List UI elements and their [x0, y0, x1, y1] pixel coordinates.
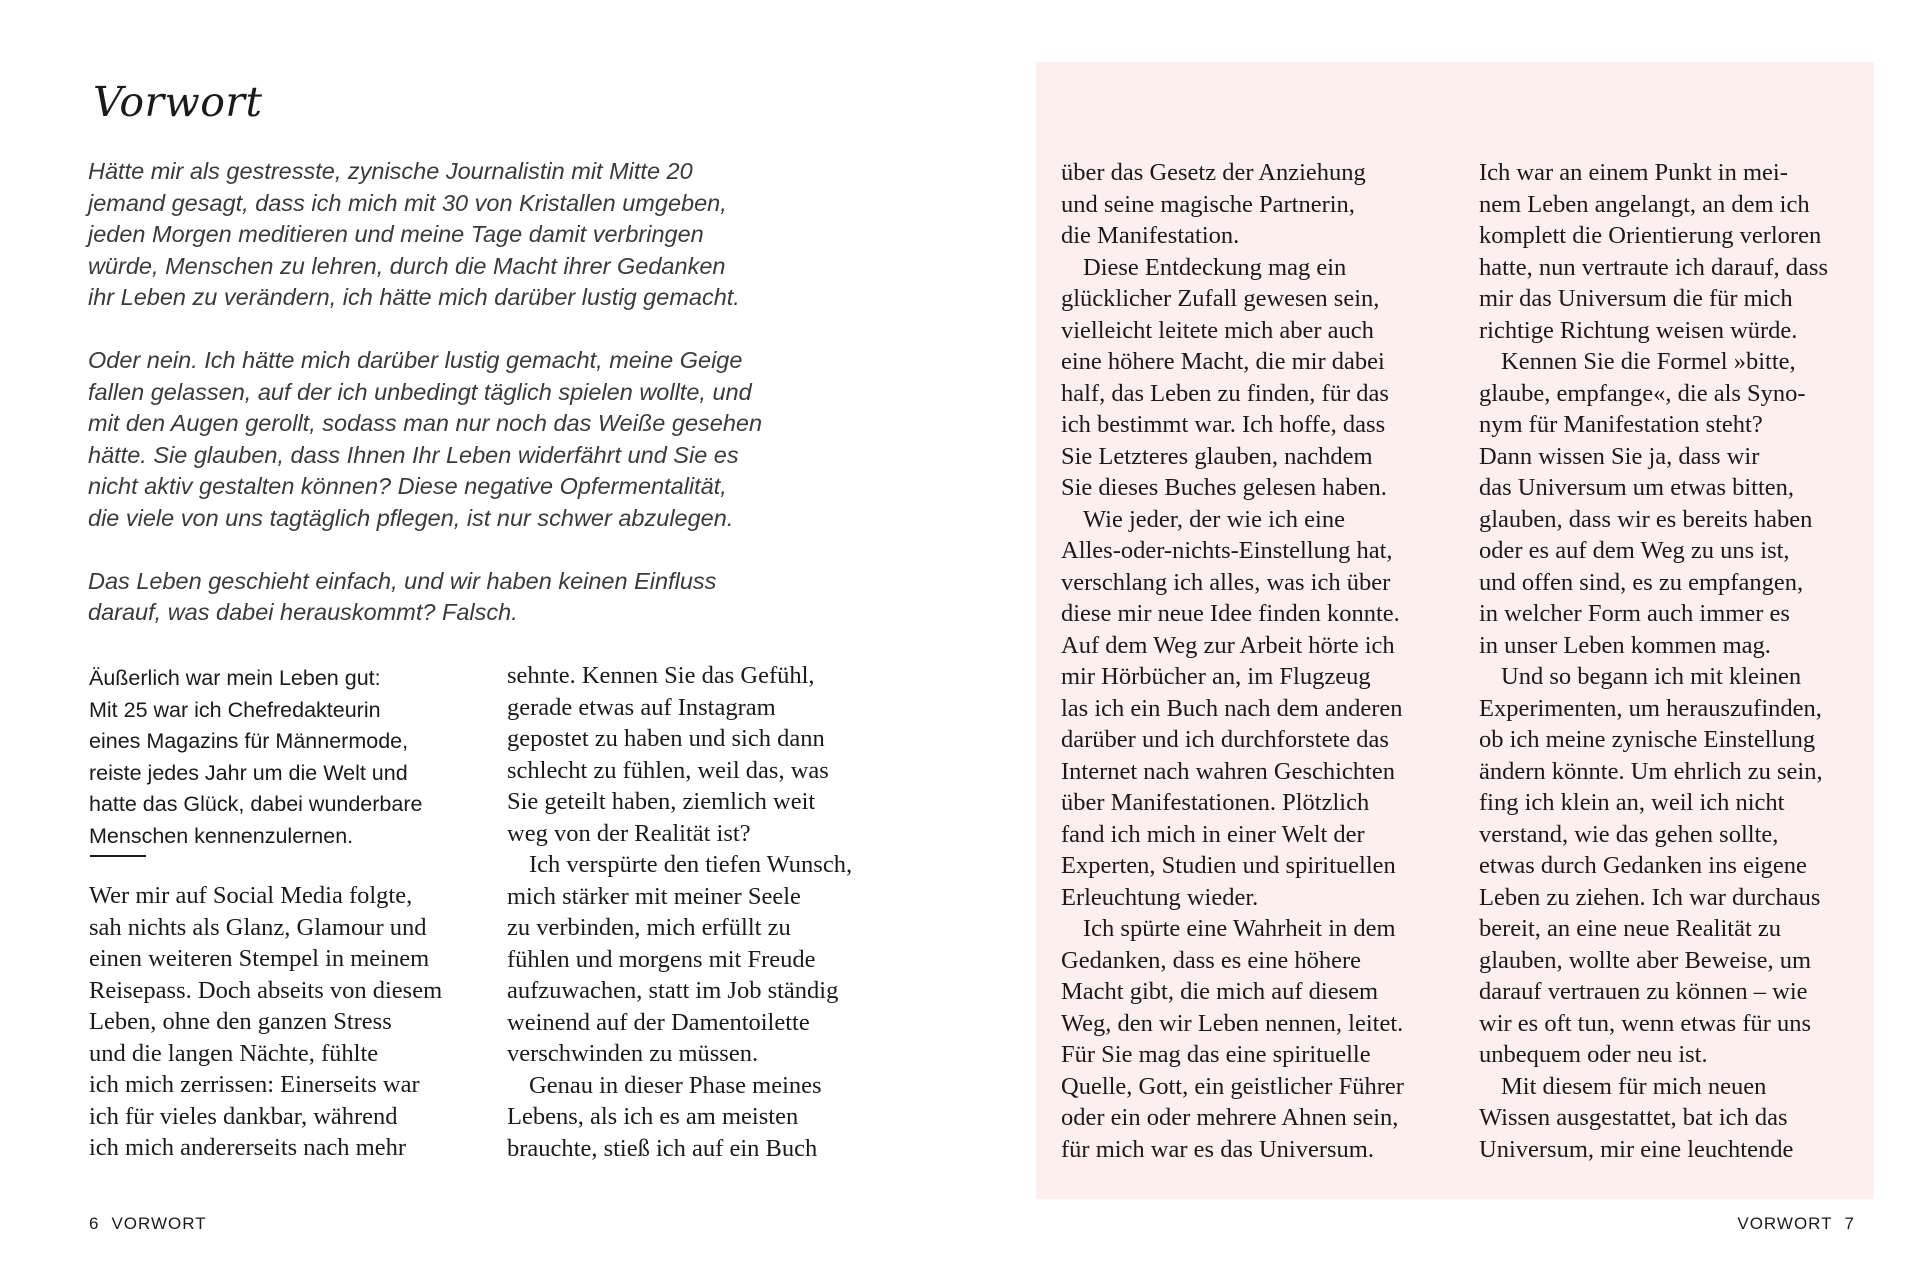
- text-line: darauf, was dabei herauskommt? Falsch.: [88, 599, 518, 625]
- text-line: Und so begann ich mit kleinen: [1501, 663, 1802, 690]
- text-line: mir das Universum die für mich: [1479, 285, 1793, 312]
- page-number: 6: [89, 1214, 100, 1233]
- text-line: Internet nach wahren Geschichten: [1061, 757, 1395, 785]
- text-line: ich für vieles dankbar, während: [89, 1102, 398, 1130]
- body-column-right-1: [1061, 157, 1461, 1165]
- text-line: eines Magazins für Männermode,: [89, 729, 409, 753]
- text-line: einen weiteren Stempel in meinem: [89, 945, 430, 972]
- text-line: Experten, Studien und spirituellen: [1061, 852, 1396, 879]
- body-column-right-2: [1479, 157, 1879, 1165]
- chapter-title: Vorwort: [93, 78, 263, 126]
- text-line: nem Leben angelangt, an dem ich: [1479, 190, 1810, 218]
- text-line: fand ich mich in einer Welt der: [1061, 820, 1365, 848]
- text-line: über das Gesetz der Anziehung: [1061, 159, 1366, 186]
- intro-italic-text: [88, 156, 788, 660]
- text-line: Erleuchtung wieder.: [1061, 883, 1259, 911]
- text-line: Mit diesem für mich neuen: [1501, 1072, 1767, 1100]
- text-line: Universum, mir eine leuchtende: [1479, 1135, 1794, 1163]
- running-head: VORWORT: [1737, 1214, 1833, 1233]
- text-line: verschwinden zu müssen.: [507, 1040, 759, 1067]
- text-line: gepostet zu haben und sich dann: [507, 725, 825, 752]
- text-line: weg von der Realität ist?: [507, 819, 751, 847]
- text-line: mir Hörbücher an, im Flugzeug: [1061, 663, 1371, 690]
- text-line: sehnte. Kennen Sie das Gefühl,: [507, 662, 815, 689]
- text-line: und offen sind, es zu empfangen,: [1479, 568, 1804, 596]
- text-line: hatte das Glück, dabei wunderbare: [89, 792, 423, 816]
- text-line: schlecht zu fühlen, weil das, was: [507, 756, 829, 784]
- text-line: Ich spürte eine Wahrheit in dem: [1083, 915, 1396, 942]
- text-line: hatte, nun vertraute ich darauf, dass: [1479, 253, 1828, 281]
- text-line: Macht gibt, die mich auf diesem: [1061, 978, 1379, 1005]
- intro-paragraph: [88, 156, 788, 314]
- text-line: ändern könnte. Um ehrlich zu sein,: [1479, 757, 1823, 785]
- text-line: half, das Leben zu finden, für das: [1061, 379, 1389, 407]
- text-line: Dann wissen Sie ja, dass wir: [1479, 442, 1760, 470]
- text-line: Auf dem Weg zur Arbeit hörte ich: [1061, 631, 1395, 659]
- text-line: Reisepass. Doch abseits von diesem: [89, 976, 443, 1004]
- text-line: die Manifestation.: [1061, 222, 1240, 249]
- text-line: jemand gesagt, dass ich mich mit 30 von Kristallen umgeben,: [88, 189, 727, 216]
- text-line: ihr Leben zu verändern, ich hätte mich darüber lustig gemacht.: [88, 284, 740, 310]
- text-line: über Manifestationen. Plötzlich: [1061, 789, 1370, 816]
- text-line: hätte. Sie glauben, dass Ihnen Ihr Leben widerfährt und Sie es: [88, 441, 739, 468]
- text-line: brauchte, stieß ich auf ein Buch: [507, 1134, 818, 1162]
- divider-rule: [90, 855, 146, 857]
- text-line: fallen gelassen, auf der ich unbedingt täglich spielen wollte, und: [88, 378, 752, 405]
- text-line: reiste jedes Jahr um die Welt und: [89, 760, 408, 785]
- text-line: unbequem oder neu ist.: [1479, 1041, 1708, 1068]
- text-line: Wie jeder, der wie ich eine: [1083, 505, 1345, 533]
- text-line: diese mir neue Idee finden konnte.: [1061, 600, 1400, 627]
- text-line: Diese Entdeckung mag ein: [1083, 253, 1347, 281]
- text-line: in unser Leben kommen mag.: [1479, 631, 1771, 659]
- text-line: Genau in dieser Phase meines: [529, 1071, 822, 1099]
- text-line: richtige Richtung weisen würde.: [1479, 316, 1798, 344]
- text-line: verschlang ich alles, was ich über: [1061, 568, 1391, 596]
- text-line: Quelle, Gott, ein geistlicher Führer: [1061, 1072, 1404, 1100]
- text-line: jeden Morgen meditieren und meine Tage damit verbringen: [88, 221, 704, 247]
- text-line: glücklicher Zufall gewesen sein,: [1061, 285, 1380, 312]
- text-line: ich bestimmt war. Ich hoffe, dass: [1061, 411, 1386, 438]
- text-line: für mich war es das Universum.: [1061, 1135, 1374, 1163]
- text-line: Das Leben geschieht einfach, und wir haben keinen Einfluss: [88, 567, 717, 594]
- text-line: Mit 25 war ich Chefredakteurin: [89, 697, 381, 722]
- text-line: Hätte mir als gestresste, zynische Journalistin mit Mitte 20: [88, 158, 693, 184]
- text-line: glaube, empfange«, die als Syno-: [1479, 379, 1806, 407]
- text-line: Kennen Sie die Formel »bitte,: [1501, 348, 1796, 375]
- text-line: Menschen kennenzulernen.: [89, 823, 354, 848]
- text-line: sah nichts als Glanz, Glamour und: [89, 913, 427, 941]
- text-line: und die langen Nächte, fühlte: [89, 1039, 379, 1067]
- text-line: Leben zu ziehen. Ich war durchaus: [1479, 883, 1821, 911]
- text-line: wir es oft tun, wenn etwas für uns: [1479, 1009, 1812, 1037]
- text-line: Experimenten, um herauszufinden,: [1479, 694, 1822, 722]
- text-line: Ich verspürte den tiefen Wunsch,: [529, 851, 853, 878]
- text-line: oder ein oder mehrere Ahnen sein,: [1061, 1104, 1399, 1131]
- text-line: Oder nein. Ich hätte mich darüber lustig gemacht, meine Geige: [88, 347, 743, 373]
- page-number: 7: [1844, 1214, 1855, 1233]
- text-line: glauben, dass wir es bereits haben: [1479, 505, 1813, 533]
- text-line: Sie geteilt haben, ziemlich weit: [507, 788, 816, 815]
- text-line: Äußerlich war mein Leben gut:: [89, 666, 381, 690]
- text-line: etwas durch Gedanken ins eigene: [1479, 852, 1807, 879]
- text-line: Wer mir auf Social Media folgte,: [89, 882, 413, 909]
- text-line: Weg, den wir Leben nennen, leitet.: [1061, 1009, 1404, 1037]
- text-line: mit den Augen gerollt, sodass man nur noch das Weiße gesehen: [88, 410, 763, 436]
- text-line: eine höhere Macht, die mir dabei: [1061, 348, 1385, 375]
- text-line: Gedanken, dass es eine höhere: [1061, 946, 1362, 974]
- text-line: Wissen ausgestattet, bat ich das: [1479, 1104, 1788, 1131]
- text-line: Lebens, als ich es am meisten: [507, 1103, 799, 1130]
- text-line: komplett die Orientierung verloren: [1479, 222, 1822, 249]
- text-line: darüber und ich durchforstete das: [1061, 726, 1389, 753]
- text-line: Für Sie mag das eine spirituelle: [1061, 1041, 1371, 1068]
- text-line: gerade etwas auf Instagram: [507, 693, 776, 721]
- intro-paragraph: [88, 345, 788, 534]
- text-line: bereit, an eine neue Realität zu: [1479, 915, 1782, 942]
- text-line: glauben, wollte aber Beweise, um: [1479, 946, 1812, 974]
- text-line: mich stärker mit meiner Seele: [507, 882, 801, 910]
- text-line: verstand, wie das gehen sollte,: [1479, 820, 1779, 848]
- footer-left: [89, 1214, 207, 1234]
- text-line: nicht aktiv gestalten können? Diese negative Opfermentalität,: [88, 473, 727, 499]
- text-line: Sie Letzteres glauben, nachdem: [1061, 442, 1373, 470]
- text-line: vielleicht leitete mich aber auch: [1061, 316, 1374, 344]
- text-line: fühlen und morgens mit Freude: [507, 945, 816, 973]
- body-column-left-2: [507, 660, 907, 1164]
- text-line: weinend auf der Damentoilette: [507, 1008, 810, 1036]
- text-line: in welcher Form auch immer es: [1479, 600, 1790, 627]
- text-line: ich mich andererseits nach mehr: [89, 1134, 407, 1161]
- text-line: aufzuwachen, statt im Job ständig: [507, 977, 839, 1004]
- running-head: VORWORT: [111, 1214, 207, 1233]
- text-line: darauf vertrauen zu können – wie: [1479, 978, 1808, 1005]
- text-line: ob ich meine zynische Einstellung: [1479, 726, 1816, 753]
- text-line: fing ich klein an, weil ich nicht: [1479, 789, 1785, 816]
- text-line: nym für Manifestation steht?: [1479, 411, 1763, 438]
- text-line: Ich war an einem Punkt in mei-: [1479, 159, 1788, 186]
- text-line: Alles-oder-nichts-Einstellung hat,: [1061, 537, 1393, 564]
- text-line: zu verbinden, mich erfüllt zu: [507, 914, 791, 941]
- footer-right: [1737, 1214, 1855, 1234]
- text-line: und seine magische Partnerin,: [1061, 190, 1355, 218]
- text-line: las ich ein Buch nach dem anderen: [1061, 694, 1403, 722]
- text-line: Sie dieses Buches gelesen haben.: [1061, 474, 1387, 501]
- text-line: das Universum um etwas bitten,: [1479, 474, 1795, 501]
- text-line: oder es auf dem Weg zu uns ist,: [1479, 537, 1790, 564]
- intro-paragraph: [88, 566, 788, 629]
- text-line: die viele von uns tagtäglich pflegen, ist nur schwer abzulegen.: [88, 504, 734, 531]
- text-line: würde, Menschen zu lehren, durch die Macht ihrer Gedanken: [88, 252, 726, 279]
- body-column-left-1: [89, 880, 489, 1164]
- text-line: Leben, ohne den ganzen Stress: [89, 1008, 392, 1035]
- text-line: ich mich zerrissen: Einerseits war: [89, 1071, 420, 1098]
- highlight-box: [89, 663, 469, 852]
